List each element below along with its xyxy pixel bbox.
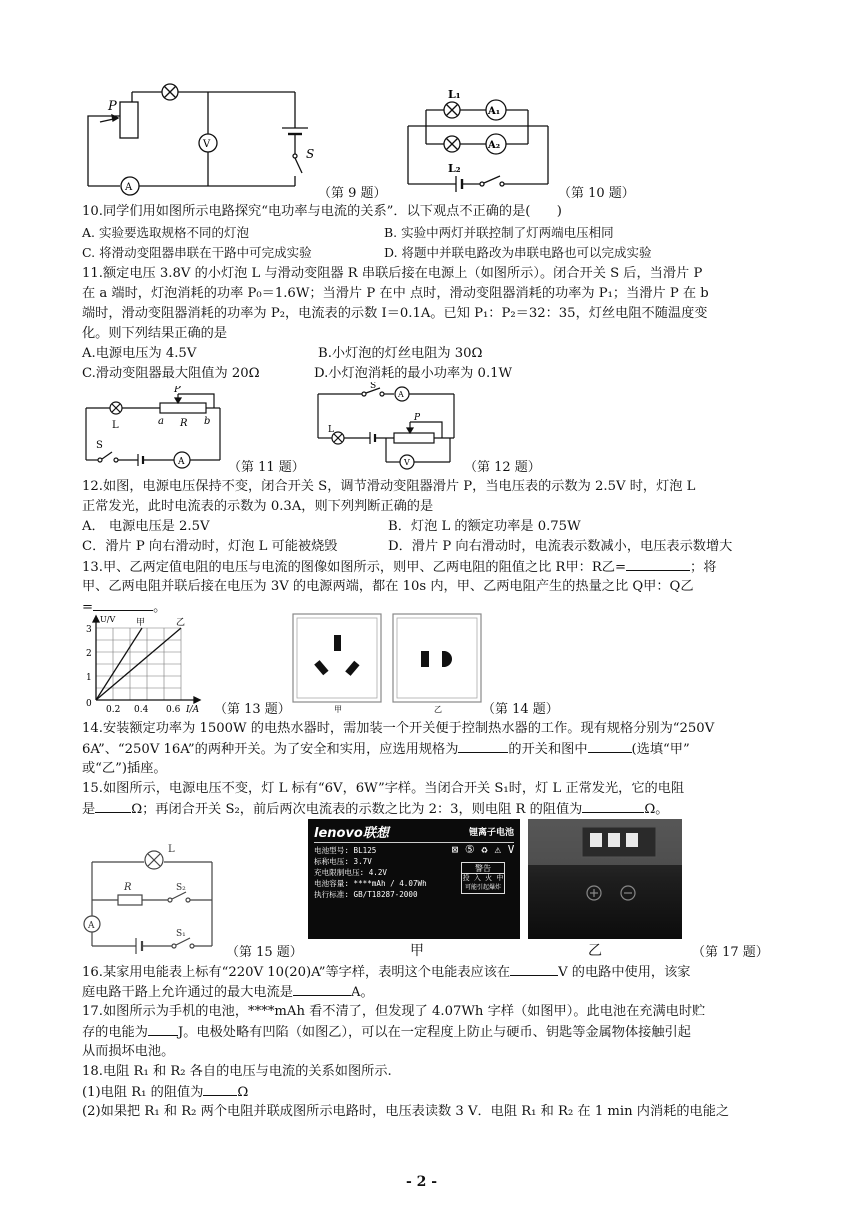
q14-line-3: 或“乙”)插座。 [82, 761, 167, 776]
q13-line-3-start: = [82, 600, 94, 615]
label-a-15: A [88, 921, 95, 931]
label-p: P [108, 99, 117, 114]
battery-standard: 执行标准: GB/T18287-2000 [314, 890, 418, 899]
label-l-12: L [328, 425, 334, 435]
q18-line-3: (2)如果把 R₁ 和 R₂ 两个电阻并联成图所示电路时，电压表读数 3 V．电阻 R₁ 和 R₂ 在 1 min 内消耗的电能之 [82, 1104, 730, 1119]
battery-charge: 充电限制电压: 4.2V [314, 868, 387, 877]
figure-q9-circuit [80, 78, 320, 196]
label-s2-15: S₂ [176, 883, 186, 893]
battery-capacity: 电池容量: ****mAh / 4.07Wh [314, 879, 427, 888]
q17-blank-energy[interactable] [148, 1022, 178, 1036]
label-a1: A₁ [488, 106, 501, 117]
caption-q12: （第 12 题） [464, 460, 541, 475]
q16-line-2a: 庭电路干路上允许通过的最大电流是 [82, 985, 293, 1000]
q10-option-a: A. 实验要选取规格不同的灯泡 [82, 225, 249, 240]
q11-option-c: C.滑动变阻器最大阻值为 20Ω [82, 366, 260, 381]
figure-q12-circuit [310, 382, 466, 474]
label-l-15: L [168, 844, 175, 855]
battery-warning-2: 可能引起爆炸 [464, 884, 501, 891]
figure-q15-circuit [78, 826, 228, 954]
q11-option-d: D.小灯泡消耗的最小功率为 0.1W [314, 366, 513, 381]
caption-q9: （第 9 题） [318, 186, 387, 201]
q15-line-1: 15.如图所示，电源电压不变，灯 L 标有“6V，6W”字样。当闭合开关 S₁时，灯 L 正常发光，它的电阻 [82, 781, 685, 796]
q15-line-2 [82, 799, 668, 819]
axis-label-u: U/V [100, 615, 116, 624]
caption-q10: （第 10 题） [558, 186, 635, 201]
q18-blank-r1[interactable] [203, 1082, 237, 1096]
q11-option-a: A.电源电压为 4.5V [82, 346, 197, 361]
tick-x3: 0.6 [166, 705, 181, 715]
label-s-12: S [370, 382, 377, 391]
battery-terminal-photo [528, 819, 682, 939]
caption-q13: （第 13 题） [214, 702, 291, 717]
q11-line-3: 端时，滑动变阻器消耗的功率为 P₂，电流表的示数 I＝0.1A。已知 P₁：P₂＝32：35，灯丝电阻不随温度变 [82, 306, 708, 321]
battery-nominal: 标称电压: 3.7V [314, 857, 372, 866]
q12-line-1: 12.如图，电源电压保持不变，闭合开关 S，调节滑动变阻器滑片 P，当电压表的示数为 2.5V 时，灯泡 L [82, 479, 696, 494]
caption-q15: （第 15 题） [226, 945, 303, 960]
axis-label-i: I/A [186, 705, 200, 715]
label-l1: L₁ [448, 88, 461, 101]
q18-line-1: 18.电阻 R₁ 和 R₂ 各自的电压与电流的关系如图所示. [82, 1064, 392, 1079]
socket-label-yi: 乙 [434, 705, 442, 713]
q18-line-2a: (1)电阻 R₁ 的阻值为 [82, 1085, 204, 1100]
q13-line-3-end: 。 [153, 600, 167, 615]
label-a2: A₂ [488, 140, 501, 151]
q16-blank-voltage[interactable] [510, 962, 558, 976]
q10-stem: 10.同学们用如图所示电路探究“电功率与电流的关系”．以下观点不正确的是( ) [82, 204, 562, 219]
q11-option-b: B.小灯泡的灯丝电阻为 30Ω [318, 346, 483, 361]
q14-line-2c: (选填“甲” [631, 742, 690, 757]
q13-line-1-end: ；将 [690, 560, 717, 575]
q15-line-2b: Ω；再闭合开关 S₂，前后两次电流表的示数之比为 2：3，则电阻 R 的阻值为 [131, 802, 583, 817]
q13-line-1-text: 13.甲、乙两定值电阻的电压与电流的图像如图所示，则甲、乙两电阻的阻值之比 R甲：R乙= [82, 560, 627, 575]
q16-line-1a: 16.某家用电能表上标有“220V 10(20)A”等字样，表明这个电能表应该在 [82, 965, 511, 980]
label-r-11: R [180, 418, 188, 429]
q14-line-2a: 6A”、“250V 16A”的两种开关。为了安全和实用，应选用规格为 [82, 742, 459, 757]
label-p-11: P [174, 386, 181, 395]
q16-line-2 [82, 982, 374, 1002]
q14-line-2 [82, 739, 690, 759]
label-a-end-11: a [158, 416, 164, 427]
caption-q11: （第 11 题） [228, 460, 305, 475]
q12-option-b: B．灯泡 L 的额定功率是 0.75W [388, 519, 581, 534]
q11-line-4: 化。则下列结果正确的是 [82, 326, 228, 341]
q10-option-c: C. 将滑动变阻器串联在干路中可完成实验 [82, 245, 312, 260]
caption-q17: （第 17 题） [692, 945, 769, 960]
label-a: A [125, 182, 133, 193]
label-a-12: A [398, 390, 404, 399]
q18-line-2 [82, 1082, 248, 1102]
battery-brand: lenovo联想 [314, 825, 389, 841]
label-v: V [203, 139, 211, 150]
q15-line-2a: 是 [82, 802, 96, 817]
socket-label-jia: 甲 [334, 705, 342, 713]
label-a-meter-11: A [178, 457, 185, 467]
q14-line-1: 14.安装额定功率为 1500W 的电热水器时，需加装一个开关便于控制热水器的工作。现有规格分别为“250V [82, 721, 715, 736]
label-l-11: L [112, 420, 119, 431]
q16-line-2b: A。 [351, 985, 374, 1000]
label-p-12: P [414, 413, 421, 423]
label-s1-15: S₁ [176, 929, 186, 939]
tick-x2: 0.4 [134, 705, 149, 715]
figure-q13-graph [78, 614, 218, 718]
q17-line-2a: 存的电能为 [82, 1025, 148, 1040]
q16-line-1b: V 的电路中使用，该家 [558, 965, 691, 980]
label-v-12: V [404, 458, 410, 467]
battery-warning-1: 投 入 火 中 [462, 874, 504, 882]
label-r-15: R [124, 882, 132, 893]
label-l2: L₂ [448, 162, 461, 175]
figure-q11-circuit [82, 386, 232, 476]
figure-q10-circuit [398, 82, 558, 194]
q16-line-1 [82, 962, 691, 982]
q17-line-2 [82, 1022, 691, 1042]
q18-line-2b: Ω [237, 1085, 249, 1100]
line-label-yi: 乙 [176, 618, 186, 628]
tick-x1: 0.2 [106, 705, 121, 715]
battery-symbols: ⊠ ⑤ ♻ ⚠ V [451, 843, 515, 856]
q14-line-2b: 的开关和图中 [508, 742, 588, 757]
q16-blank-current[interactable] [293, 982, 351, 996]
q14-blank-socket[interactable] [588, 739, 632, 753]
figure-q14-sockets [292, 613, 484, 713]
photo-label-jia: 甲 [410, 943, 424, 959]
q13-line-2: 甲、乙两电阻并联后接在电压为 3V 的电源两端，都在 10s 内，甲、乙两电阻产生的热量之比 Q甲：Q乙 [82, 579, 694, 594]
battery-type: 锂离子电池 [468, 827, 514, 838]
q15-blank-r-value[interactable] [582, 799, 644, 813]
q12-option-c: C．滑片 P 向右滑动时，灯泡 L 可能被烧毁 [82, 539, 338, 554]
q13-blank-ratio-r[interactable] [626, 557, 690, 571]
tick-y1: 1 [86, 673, 92, 683]
tick-y3: 3 [86, 625, 92, 635]
q10-option-d: D. 将题中并联电路改为串联电路也可以完成实验 [384, 245, 652, 260]
q13-line-1 [82, 557, 716, 577]
page-number: - 2 - [406, 1174, 438, 1190]
line-label-jia: 甲 [136, 618, 146, 628]
q17-line-2b: J。电极处略有凹陷（如图乙），可以在一定程度上防止与硬币、钥匙等金属物体接触引起 [177, 1025, 691, 1040]
label-s-11: S [96, 440, 103, 451]
tick-y2: 2 [86, 649, 92, 659]
battery-label-photo [308, 819, 520, 939]
q15-line-2c: Ω。 [644, 802, 669, 817]
q13-blank-ratio-q[interactable] [93, 597, 153, 611]
photo-label-yi: 乙 [588, 943, 602, 959]
battery-warning-title: 警告 [462, 864, 504, 874]
label-b-end-11: b [204, 416, 211, 427]
caption-q14: （第 14 题） [482, 702, 559, 717]
q11-line-1: 11.额定电压 3.8V 的小灯泡 L 与滑动变阻器 R 串联后接在电源上（如图所示）。闭合开关 S 后，当滑片 P [82, 266, 703, 281]
battery-model: 电池型号: BL125 [314, 846, 377, 855]
q15-blank-resistance[interactable] [95, 799, 131, 813]
q12-option-d: D．滑片 P 向右滑动时，电流表示数减小，电压表示数增大 [388, 539, 733, 554]
q14-blank-switch[interactable] [458, 739, 508, 753]
q11-line-2: 在 a 端时，灯泡消耗的功率 P₀＝1.6W；当滑片 P 在中 点时，滑动变阻器消耗的功率为 P₁；当滑片 P 在 b [82, 286, 709, 301]
label-s: S [306, 147, 315, 161]
q17-line-3: 从而损坏电池。 [82, 1044, 175, 1059]
q17-line-1: 17.如图所示为手机的电池，****mAh 看不清了，但发现了 4.07Wh 字样（如图甲）。此电池在充满电时贮 [82, 1004, 706, 1019]
q12-line-2: 正常发光，此时电流表的示数为 0.3A，则下列判断正确的是 [82, 499, 434, 514]
q12-option-a: A． 电源电压是 2.5V [82, 519, 210, 534]
q10-option-b: B. 实验中两灯并联控制了灯两端电压相同 [384, 225, 614, 240]
tick-y0: 0 [86, 699, 92, 709]
